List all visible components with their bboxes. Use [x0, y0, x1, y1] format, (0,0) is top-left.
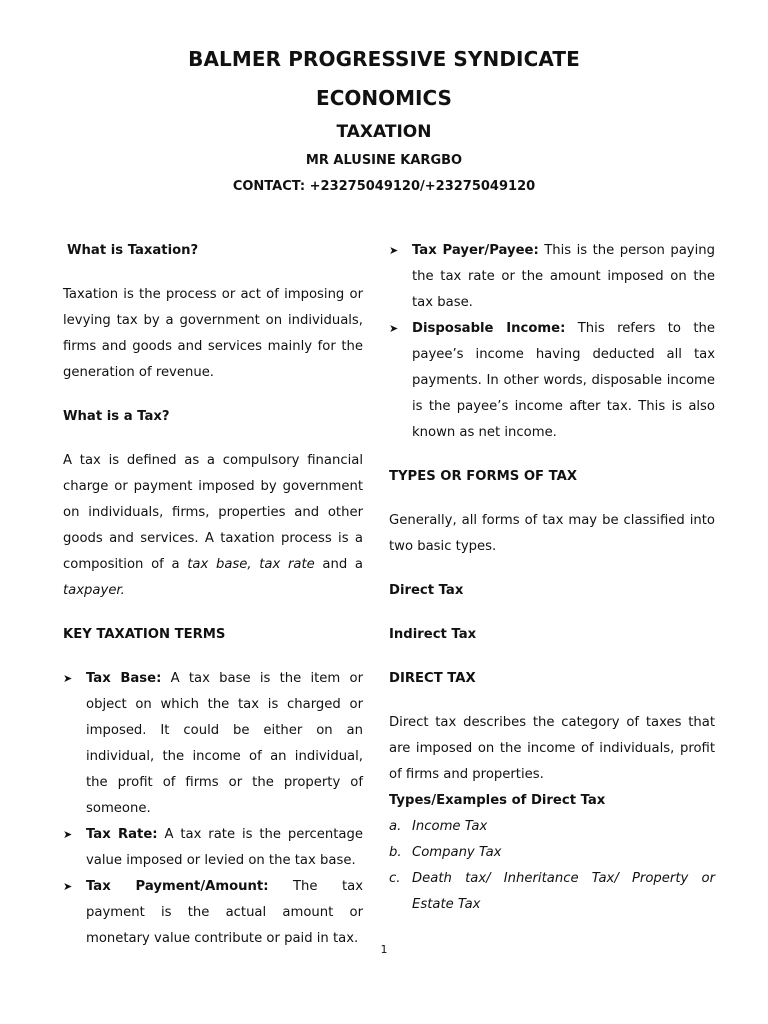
more-terms-list	[389, 238, 715, 446]
list-item: a. Income Tax	[389, 819, 488, 834]
key-taxation-terms-heading: KEY TAXATION TERMS	[63, 627, 226, 642]
types-intro: Generally, all forms of tax may be classified into two basic types.	[389, 513, 715, 554]
org-title: BALMER PROGRESSIVE SYNDICATE	[188, 47, 580, 71]
page-number: 1	[380, 943, 388, 956]
list-item: ➤ Tax Rate: A tax rate is the percentage value imposed or levied on the tax base.	[63, 822, 363, 874]
list-item: ➤ Tax Base: A tax base is the item or object on which the tax is charged or imposed. It could be either on an individual, the income of an individual, the profit of firms or the property of someone.	[63, 666, 363, 822]
key-terms-list	[63, 666, 363, 952]
question-what-is-tax: What is a Tax?	[63, 409, 170, 424]
subject-title: ECONOMICS	[316, 86, 452, 110]
list-item: ➤ Tax Payment/Amount: The tax payment is the actual amount or monetary value contribute or paid in tax.	[63, 874, 363, 952]
indirect-tax-label: Indirect Tax	[389, 627, 477, 642]
left-column	[63, 238, 363, 952]
right-column	[389, 238, 715, 918]
direct-tax-examples-list	[389, 814, 715, 918]
list-item: ➤ Tax Payer/Payee: This is the person paying the tax rate or the amount imposed on the tax base.	[389, 238, 715, 316]
list-item: b. Company Tax	[389, 845, 502, 860]
list-item: c. Death tax/ Inheritance Tax/ Property or Estate Tax	[389, 871, 715, 912]
direct-tax-examples-heading: Types/Examples of Direct Tax	[389, 793, 606, 808]
arrow-bullet-icon: ➤	[63, 828, 73, 841]
arrow-bullet-icon: ➤	[389, 322, 399, 335]
taxation-definition: Taxation is the process or act of imposing or levying tax by a government on individuals, firms and goods and services mainly for the generation of revenue.	[63, 287, 363, 380]
arrow-bullet-icon: ➤	[389, 244, 399, 257]
topic-title: TAXATION	[336, 122, 432, 142]
contact-line: CONTACT: +23275049120/+23275049120	[232, 179, 536, 194]
direct-tax-description: Direct tax describes the category of taxes that are imposed on the income of individuals, profit of firms and properties.	[389, 715, 715, 782]
list-item: ➤ Disposable Income: This refers to the payee’s income having deducted all tax payments. In other words, disposable income is the payee’s income after tax. This is also known as net income.	[389, 316, 715, 446]
direct-tax-heading: DIRECT TAX	[389, 671, 476, 686]
teacher-name: MR ALUSINE KARGBO	[305, 153, 463, 168]
arrow-bullet-icon: ➤	[63, 672, 73, 685]
tax-definition: A tax is defined as a compulsory financial charge or payment imposed by government on individuals, firms, properties and other goods and services. A taxation process is a composition of a tax base, tax rate and a taxpayer.	[63, 453, 363, 598]
question-what-is-taxation: What is Taxation?	[67, 243, 199, 258]
direct-tax-label: Direct Tax	[389, 583, 464, 598]
arrow-bullet-icon: ➤	[63, 880, 73, 893]
types-of-tax-heading: TYPES OR FORMS OF TAX	[389, 469, 578, 484]
